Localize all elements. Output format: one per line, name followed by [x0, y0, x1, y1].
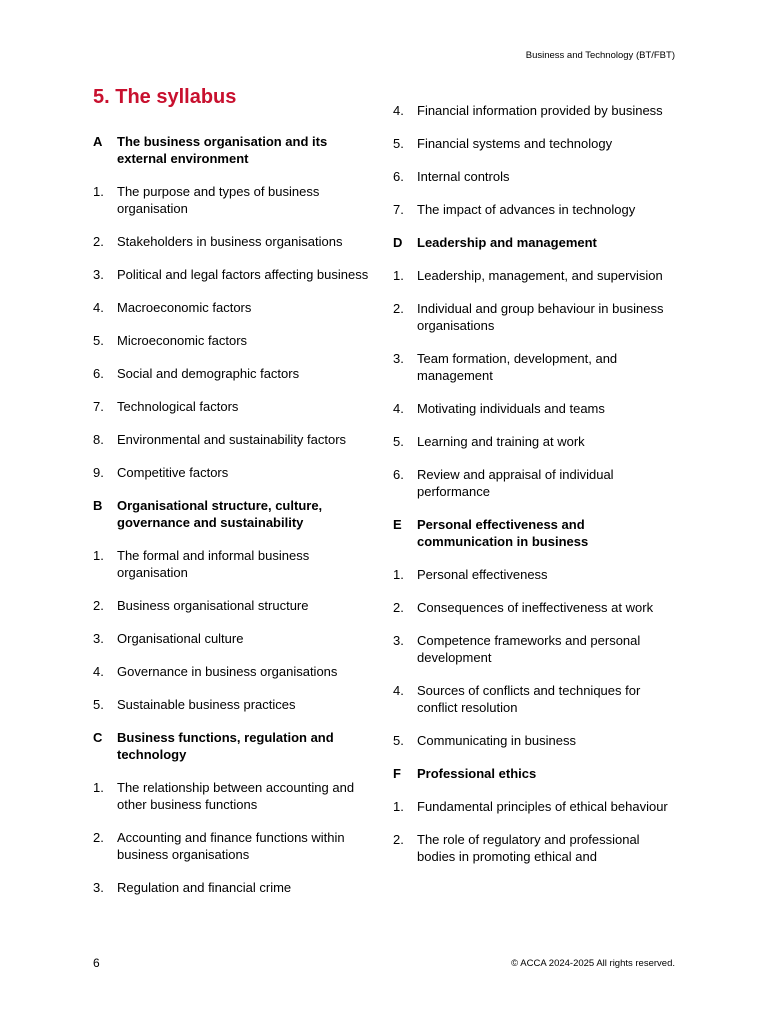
syllabus-item — [93, 696, 378, 713]
item-text: The formal and informal business organisation — [117, 548, 310, 580]
section-letter: C — [93, 730, 103, 745]
item-number: 6. — [393, 467, 404, 482]
syllabus-item — [393, 831, 678, 865]
syllabus-item — [93, 398, 378, 415]
item-number: 4. — [93, 300, 104, 315]
syllabus-item — [93, 299, 378, 316]
item-text: Review and appraisal of individual performance — [417, 467, 614, 499]
item-text: Macroeconomic factors — [117, 300, 252, 315]
syllabus-item — [393, 300, 678, 334]
item-number: 4. — [393, 103, 404, 118]
item-text: Financial systems and technology — [417, 136, 613, 151]
item-text: Learning and training at work — [417, 434, 585, 449]
item-text: Regulation and financial crime — [117, 880, 292, 895]
item-number: 5. — [93, 333, 104, 348]
item-number: 9. — [93, 465, 104, 480]
syllabus-item — [393, 267, 678, 284]
item-text: Technological factors — [117, 399, 239, 414]
item-number: 5. — [393, 733, 404, 748]
section-letter: E — [393, 517, 402, 532]
section-title: The business organisation and its external environment — [117, 134, 328, 166]
item-number: 1. — [93, 780, 104, 795]
section-title: Personal effectiveness and communication in business — [417, 517, 589, 549]
item-number: 4. — [93, 664, 104, 679]
syllabus-left-column — [93, 133, 378, 912]
section-letter: A — [93, 134, 103, 149]
item-text: Fundamental principles of ethical behaviour — [417, 799, 668, 814]
item-text: Sustainable business practices — [117, 697, 296, 712]
item-text: Social and demographic factors — [117, 366, 300, 381]
item-text: Communicating in business — [417, 733, 576, 748]
item-number: 1. — [93, 548, 104, 563]
item-number: 5. — [393, 434, 404, 449]
item-text: Leadership, management, and supervision — [417, 268, 663, 283]
section-heading — [93, 133, 378, 167]
section-title: Professional ethics — [417, 766, 537, 781]
item-number: 6. — [393, 169, 404, 184]
item-text: Stakeholders in business organisations — [117, 234, 343, 249]
syllabus-item — [93, 879, 378, 896]
item-number: 2. — [393, 301, 404, 316]
item-text: Business organisational structure — [117, 598, 309, 613]
syllabus-item — [393, 798, 678, 815]
syllabus-item — [393, 350, 678, 384]
item-text: Governance in business organisations — [117, 664, 338, 679]
syllabus-item — [393, 135, 678, 152]
item-number: 7. — [93, 399, 104, 414]
item-text: The purpose and types of business organisation — [117, 184, 320, 216]
syllabus-item — [93, 266, 378, 283]
item-number: 1. — [393, 799, 404, 814]
syllabus-item — [393, 566, 678, 583]
item-text: Sources of conflicts and techniques for conflict resolution — [417, 683, 641, 715]
item-number: 6. — [93, 366, 104, 381]
item-number: 3. — [93, 880, 104, 895]
item-number: 3. — [393, 633, 404, 648]
syllabus-item — [93, 233, 378, 250]
item-number: 8. — [93, 432, 104, 447]
syllabus-item — [393, 102, 678, 119]
syllabus-item — [93, 779, 378, 813]
item-text: Environmental and sustainability factors — [117, 432, 347, 447]
section-title: Business functions, regulation and technology — [117, 730, 334, 762]
item-number: 2. — [93, 234, 104, 249]
item-number: 7. — [393, 202, 404, 217]
syllabus-item — [93, 547, 378, 581]
item-text: Competitive factors — [117, 465, 229, 480]
item-number: 2. — [393, 832, 404, 847]
running-header: Business and Technology (BT/FBT) — [525, 50, 675, 61]
syllabus-right-column — [393, 102, 678, 881]
item-number: 2. — [93, 830, 104, 845]
item-number: 4. — [393, 683, 404, 698]
syllabus-item — [393, 732, 678, 749]
section-heading — [93, 497, 378, 531]
item-number: 1. — [393, 567, 404, 582]
item-text: Financial information provided by business — [417, 103, 663, 118]
item-text: Team formation, development, and management — [417, 351, 618, 383]
syllabus-item — [93, 183, 378, 217]
copyright-notice: © ACCA 2024-2025 All rights reserved. — [511, 958, 675, 969]
section-title: Leadership and management — [417, 235, 597, 250]
item-number: 5. — [393, 136, 404, 151]
item-text: Microeconomic factors — [117, 333, 248, 348]
item-text: Organisational culture — [117, 631, 244, 646]
syllabus-item — [393, 466, 678, 500]
item-number: 5. — [93, 697, 104, 712]
syllabus-item — [393, 400, 678, 417]
syllabus-item — [93, 597, 378, 614]
item-number: 3. — [393, 351, 404, 366]
syllabus-item — [93, 332, 378, 349]
syllabus-item — [93, 829, 378, 863]
syllabus-item — [93, 464, 378, 481]
item-number: 3. — [93, 267, 104, 282]
item-number: 3. — [93, 631, 104, 646]
section-heading — [393, 516, 678, 550]
syllabus-item — [93, 663, 378, 680]
item-number: 1. — [93, 184, 104, 199]
syllabus-item — [93, 365, 378, 382]
section-letter: F — [393, 766, 401, 781]
syllabus-item — [393, 433, 678, 450]
item-text: The relationship between accounting and other business functions — [117, 780, 355, 812]
item-text: Internal controls — [417, 169, 510, 184]
syllabus-item — [93, 431, 378, 448]
item-text: Political and legal factors affecting business — [117, 267, 369, 282]
item-number: 1. — [393, 268, 404, 283]
item-number: 4. — [393, 401, 404, 416]
page-title: 5. The syllabus — [93, 86, 237, 108]
item-number: 2. — [93, 598, 104, 613]
item-text: Personal effectiveness — [417, 567, 548, 582]
section-heading — [393, 234, 678, 251]
section-title: Organisational structure, culture, governance and sustainability — [117, 498, 323, 530]
item-text: The impact of advances in technology — [417, 202, 636, 217]
item-text: Individual and group behaviour in business organisations — [417, 301, 664, 333]
section-heading — [393, 765, 678, 782]
section-heading — [93, 729, 378, 763]
syllabus-item — [393, 632, 678, 666]
syllabus-item — [93, 630, 378, 647]
item-text: Consequences of ineffectiveness at work — [417, 600, 654, 615]
syllabus-item — [393, 201, 678, 218]
item-text: The role of regulatory and professional bodies in promoting ethical and — [417, 832, 640, 864]
section-letter: D — [393, 235, 403, 250]
syllabus-item — [393, 599, 678, 616]
item-text: Motivating individuals and teams — [417, 401, 605, 416]
section-letter: B — [93, 498, 103, 513]
item-text: Accounting and finance functions within business organisations — [117, 830, 345, 862]
syllabus-item — [393, 168, 678, 185]
syllabus-item — [393, 682, 678, 716]
item-number: 2. — [393, 600, 404, 615]
page-number: 6 — [93, 956, 100, 970]
item-text: Competence frameworks and personal development — [417, 633, 641, 665]
